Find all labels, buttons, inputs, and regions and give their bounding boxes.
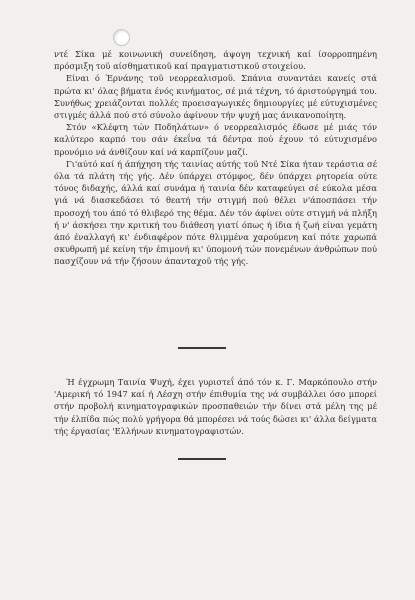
main-text: [54, 48, 377, 268]
paragraph-2: Είναι ό Έρνάνης τοϋ νεορρεαλισμοϋ. Σπάνια συναντάει κανείς στά πρώτα κι' όλας βήματα ένός κινήματος, σέ μιά τέχνη, τό άριστούργημά του. Συνήθως χρειάζονται πολλές προεισαγωγικές δημιουργίες μέ εύτυχισμένες στιγμές άλλά πού στό σύνολο άφίνουν τήν ψυχή μας άνικανοποίητη.: [54, 73, 377, 121]
paragraph-3: Στόν «Κλέφτη τών Ποδηλάτων» ό νεορρεαλισμός έδωσε μέ μιάς τόν καλύτερο καρπό του σάν έκεΐνα τά δέντρα πού έχουν τό εύτυχισμένο προνόμιο νά άνθίζουν καί νά καρπίζουν μαζί.: [54, 122, 377, 157]
note-paragraph: Ή έγχρωμη Ταινία Ψυχή, έχει γυριστεΐ άπό τόν κ. Γ. Μαρκόπουλο στήν 'Αμερική τό 1947 καί ή Λέσχη στήν έπιθυμία της νά συμβάλλει όσο μπορεί στήν προβολή κινηματογραφικών προσπαθειών τήν δίνει στά μέλη της μέ τήν έλπίδα πώς πολύ γρήγορα θά μπορέσει νά τούς δώσει κι' άλλα δείγματα τής έργασίας 'Ελλήνων κινηματογραφιστών.: [54, 377, 377, 436]
paragraph-1: ντέ Σίκα μέ κοινωνική συνείδηση, άψογη τεχνική καί ίσορροπημένη πρόσμιξη τοϋ αίσθηματικοϋ καί πραγματιστικοϋ στοιχείου.: [54, 49, 377, 72]
note-section: [54, 376, 377, 437]
paragraph-4: Γι'αύτό καί ή άπήχηση τής ταινίας αύτής τοϋ Ντέ Σίκα ήταν τεράστια σέ όλα τά πλάτη τής γής. Δέν ύπάρχει στόμφος, δέν ύπάρχει ρητορεία ούτε τόνος διδαχής, άλλά καί συνάμα ή ταινία δέν καταφεύγει σέ εύκολα μέσα γιά νά διασκεδάσει τό θεατή τήν στιγμή πού θέλει ν'άποσπάσει τήν προσοχή του άπό τό θλιβερό της θέμα. Δέν τόν άφίνει ούτε στιγμή νά πλήξη ή ν' άσκήσει την κριτική του διάθεση γιατί όπως ή ίδια ή ζωή είναι γεμάτη άπό έναλλαγή κι' ένδιαφέρον πότε θλιμμένα χαρούμενη καί πότε χαρωπά σκυθρωπή μέ κείνη τήν έπιμονή κι' ύπομονή τών πονεμένων άνθρώπων πού πασχίζουν νά τήν ζήσουν άπανταχοϋ τής γής.: [54, 158, 377, 267]
separator-rule-bottom: [178, 458, 226, 460]
punch-hole: [113, 29, 130, 46]
separator-rule-top: [178, 347, 226, 349]
